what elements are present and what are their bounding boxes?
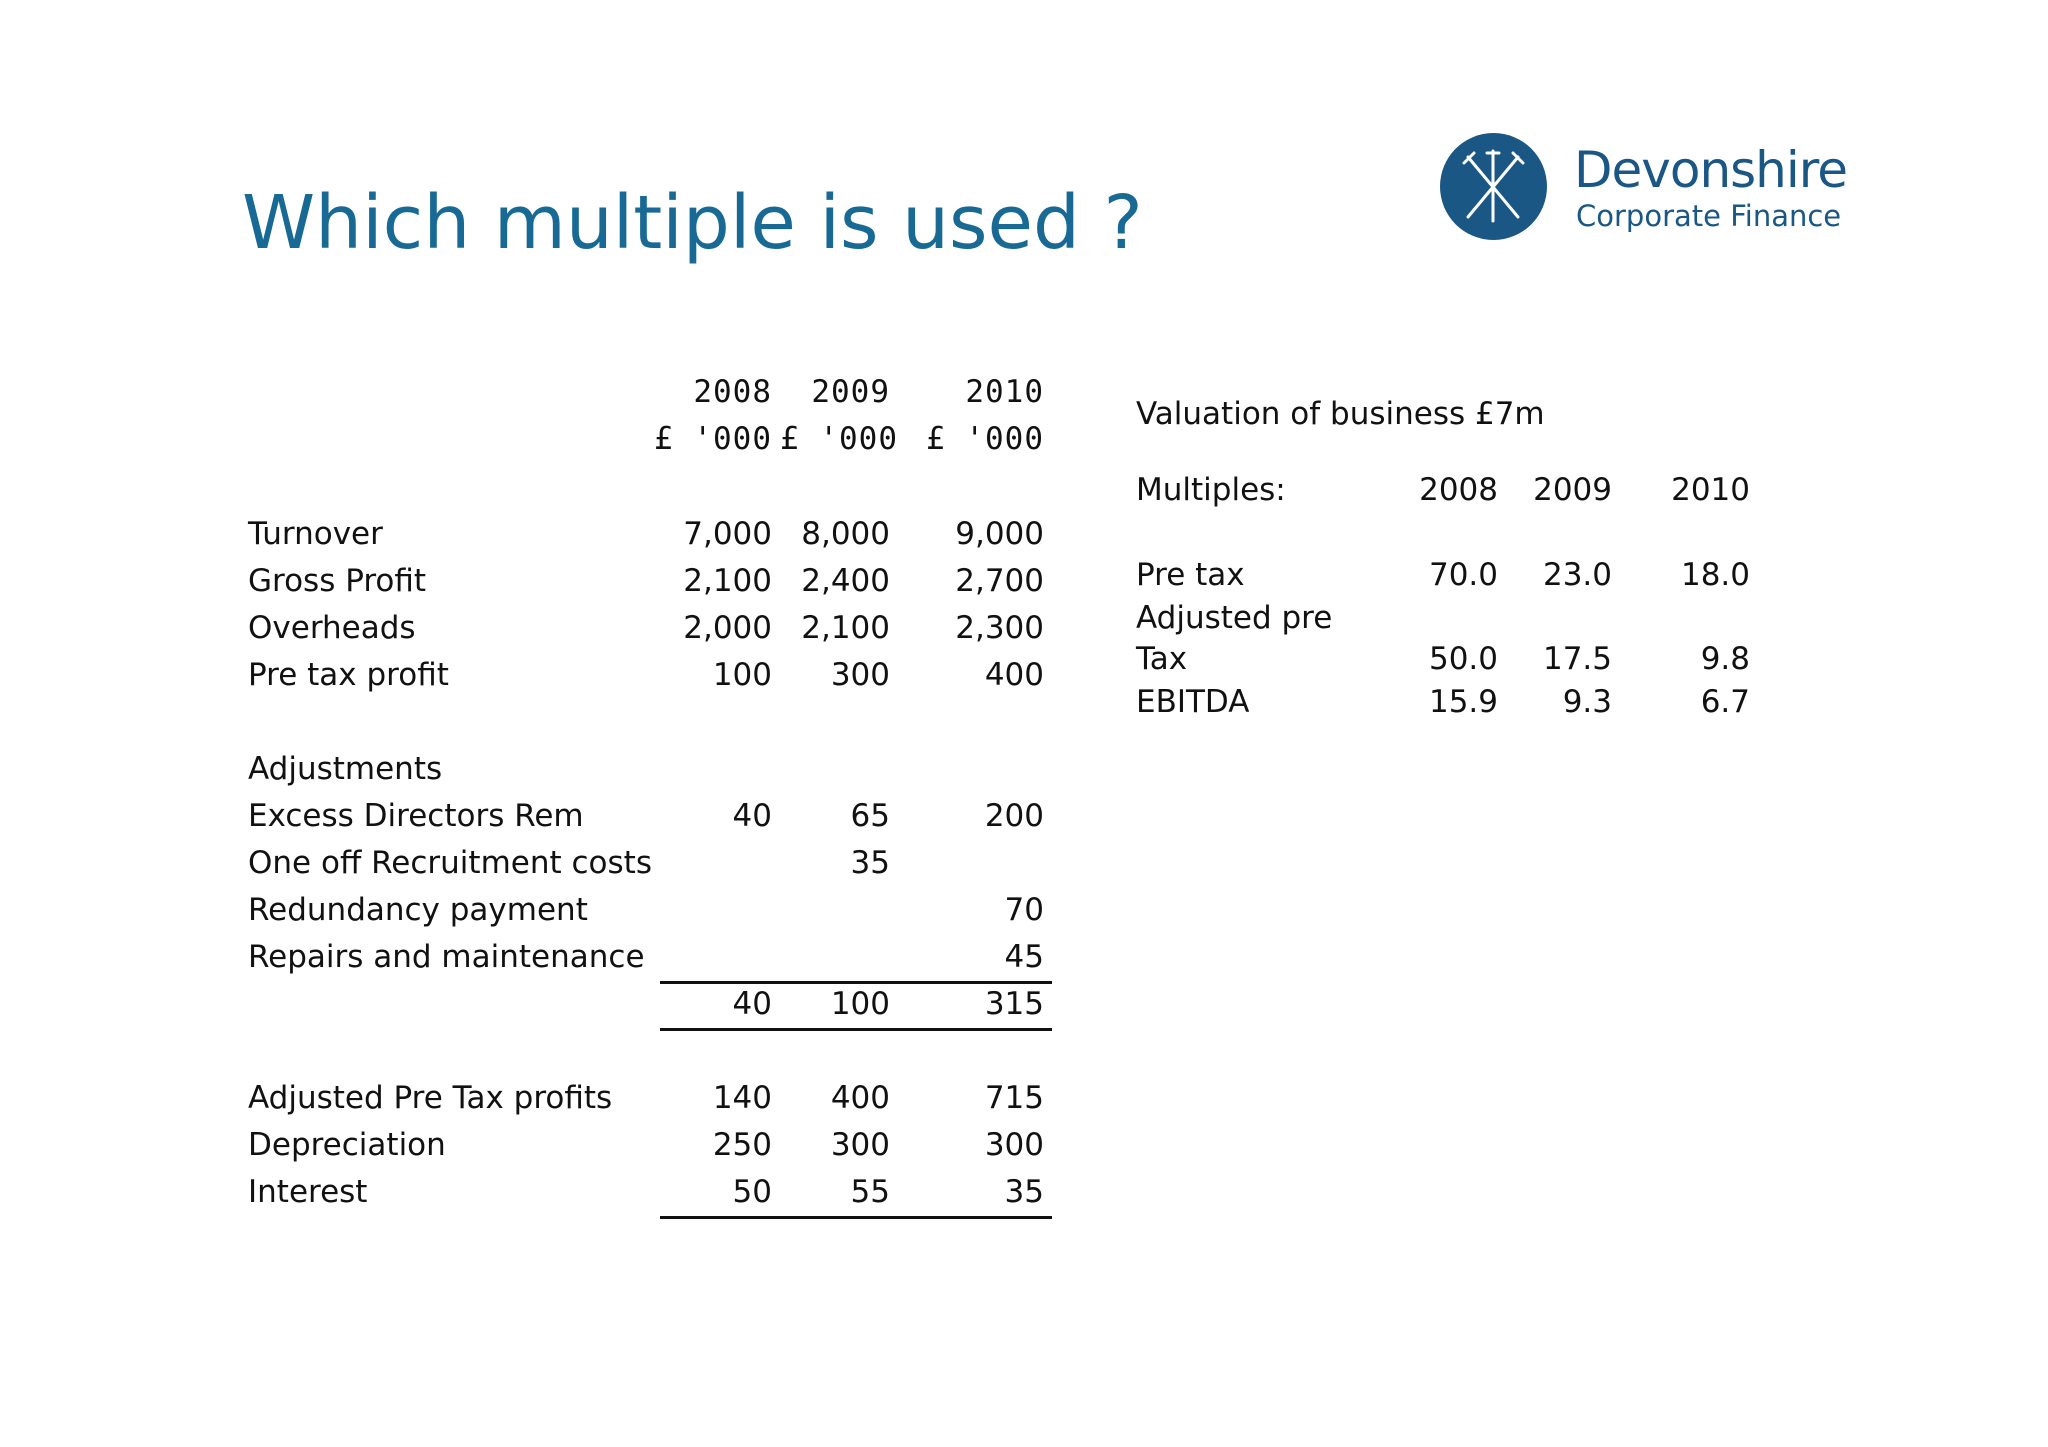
table-cell: 35 xyxy=(1004,1174,1044,1210)
logo-subtitle: Corporate Finance xyxy=(1576,199,1842,233)
adjustments-heading: Adjustments xyxy=(248,751,443,787)
table-cell: 8,000 xyxy=(801,516,890,552)
table-cell: 40 xyxy=(732,798,772,834)
year-header-2008: 2008 xyxy=(693,374,772,410)
table-cell: 250 xyxy=(712,1127,772,1163)
row-label-gross-profit: Gross Profit xyxy=(248,563,427,599)
table-cell: 2,100 xyxy=(683,563,772,599)
table-cell: 55 xyxy=(850,1174,890,1210)
final-rule xyxy=(660,1216,1052,1219)
company-logo xyxy=(1440,133,1850,253)
row-label-interest: Interest xyxy=(248,1174,368,1210)
row-label-pre-tax-profit: Pre tax profit xyxy=(248,657,449,693)
table-cell: 9,000 xyxy=(955,516,1044,552)
multiple-cell: 23.0 xyxy=(1542,557,1612,593)
multiple-label-pre-tax: Pre tax xyxy=(1136,557,1245,593)
table-cell: 65 xyxy=(850,798,890,834)
subtotal-rule-bottom xyxy=(660,1028,1052,1031)
subtotal-rule-top xyxy=(660,981,1052,984)
multiple-cell: 70.0 xyxy=(1428,557,1498,593)
table-cell: 2,700 xyxy=(955,563,1044,599)
multiple-cell: 9.3 xyxy=(1562,684,1612,720)
page-title: Which multiple is used ? xyxy=(242,180,1143,266)
multiple-cell: 9.8 xyxy=(1700,641,1750,677)
unit-header-2010: £ '000 xyxy=(926,421,1044,457)
multiple-cell: 6.7 xyxy=(1700,684,1750,720)
multiple-label-adjusted-pre: Adjusted pre xyxy=(1136,600,1333,636)
multiples-year-2010: 2010 xyxy=(1671,472,1750,508)
adjustments-total-cell: 100 xyxy=(830,986,890,1022)
multiples-year-2009: 2009 xyxy=(1533,472,1612,508)
year-header-2010: 2010 xyxy=(965,374,1044,410)
logo-name: Devonshire xyxy=(1574,141,1847,199)
crossed-swords-icon xyxy=(1440,133,1547,240)
table-cell: 2,300 xyxy=(955,610,1044,646)
multiple-cell: 17.5 xyxy=(1542,641,1612,677)
unit-header-2009: £ '000 xyxy=(780,421,898,457)
multiple-cell: 50.0 xyxy=(1428,641,1498,677)
multiple-cell: 15.9 xyxy=(1428,684,1498,720)
table-cell: 35 xyxy=(850,845,890,881)
table-cell: 70 xyxy=(1004,892,1044,928)
multiple-label-ebitda: EBITDA xyxy=(1136,684,1250,720)
table-cell: 7,000 xyxy=(683,516,772,552)
table-cell: 2,100 xyxy=(801,610,890,646)
row-label-recruitment-costs: One off Recruitment costs xyxy=(248,845,652,881)
adjustments-total-cell: 315 xyxy=(984,986,1044,1022)
year-header-2009: 2009 xyxy=(811,374,890,410)
table-cell: 50 xyxy=(732,1174,772,1210)
row-label-excess-directors-rem: Excess Directors Rem xyxy=(248,798,584,834)
multiple-cell: 18.0 xyxy=(1680,557,1750,593)
table-cell: 300 xyxy=(830,657,890,693)
table-cell: 300 xyxy=(984,1127,1044,1163)
row-label-adjusted-pre-tax-profits: Adjusted Pre Tax profits xyxy=(248,1080,613,1116)
unit-header-2008: £ '000 xyxy=(654,421,772,457)
table-cell: 2,000 xyxy=(683,610,772,646)
table-cell: 400 xyxy=(984,657,1044,693)
table-cell: 715 xyxy=(984,1080,1044,1116)
table-cell: 140 xyxy=(712,1080,772,1116)
adjustments-total-cell: 40 xyxy=(732,986,772,1022)
row-label-overheads: Overheads xyxy=(248,610,416,646)
table-cell: 400 xyxy=(830,1080,890,1116)
table-cell: 300 xyxy=(830,1127,890,1163)
table-cell: 200 xyxy=(984,798,1044,834)
row-label-repairs-maintenance: Repairs and maintenance xyxy=(248,939,645,975)
table-cell: 45 xyxy=(1004,939,1044,975)
multiples-year-2008: 2008 xyxy=(1419,472,1498,508)
row-label-depreciation: Depreciation xyxy=(248,1127,446,1163)
multiple-label-tax: Tax xyxy=(1136,641,1188,677)
table-cell: 2,400 xyxy=(801,563,890,599)
table-cell: 100 xyxy=(712,657,772,693)
row-label-redundancy-payment: Redundancy payment xyxy=(248,892,588,928)
row-label-turnover: Turnover xyxy=(248,516,383,552)
multiples-header: Multiples: xyxy=(1136,472,1286,508)
valuation-text: Valuation of business £7m xyxy=(1136,396,1545,432)
